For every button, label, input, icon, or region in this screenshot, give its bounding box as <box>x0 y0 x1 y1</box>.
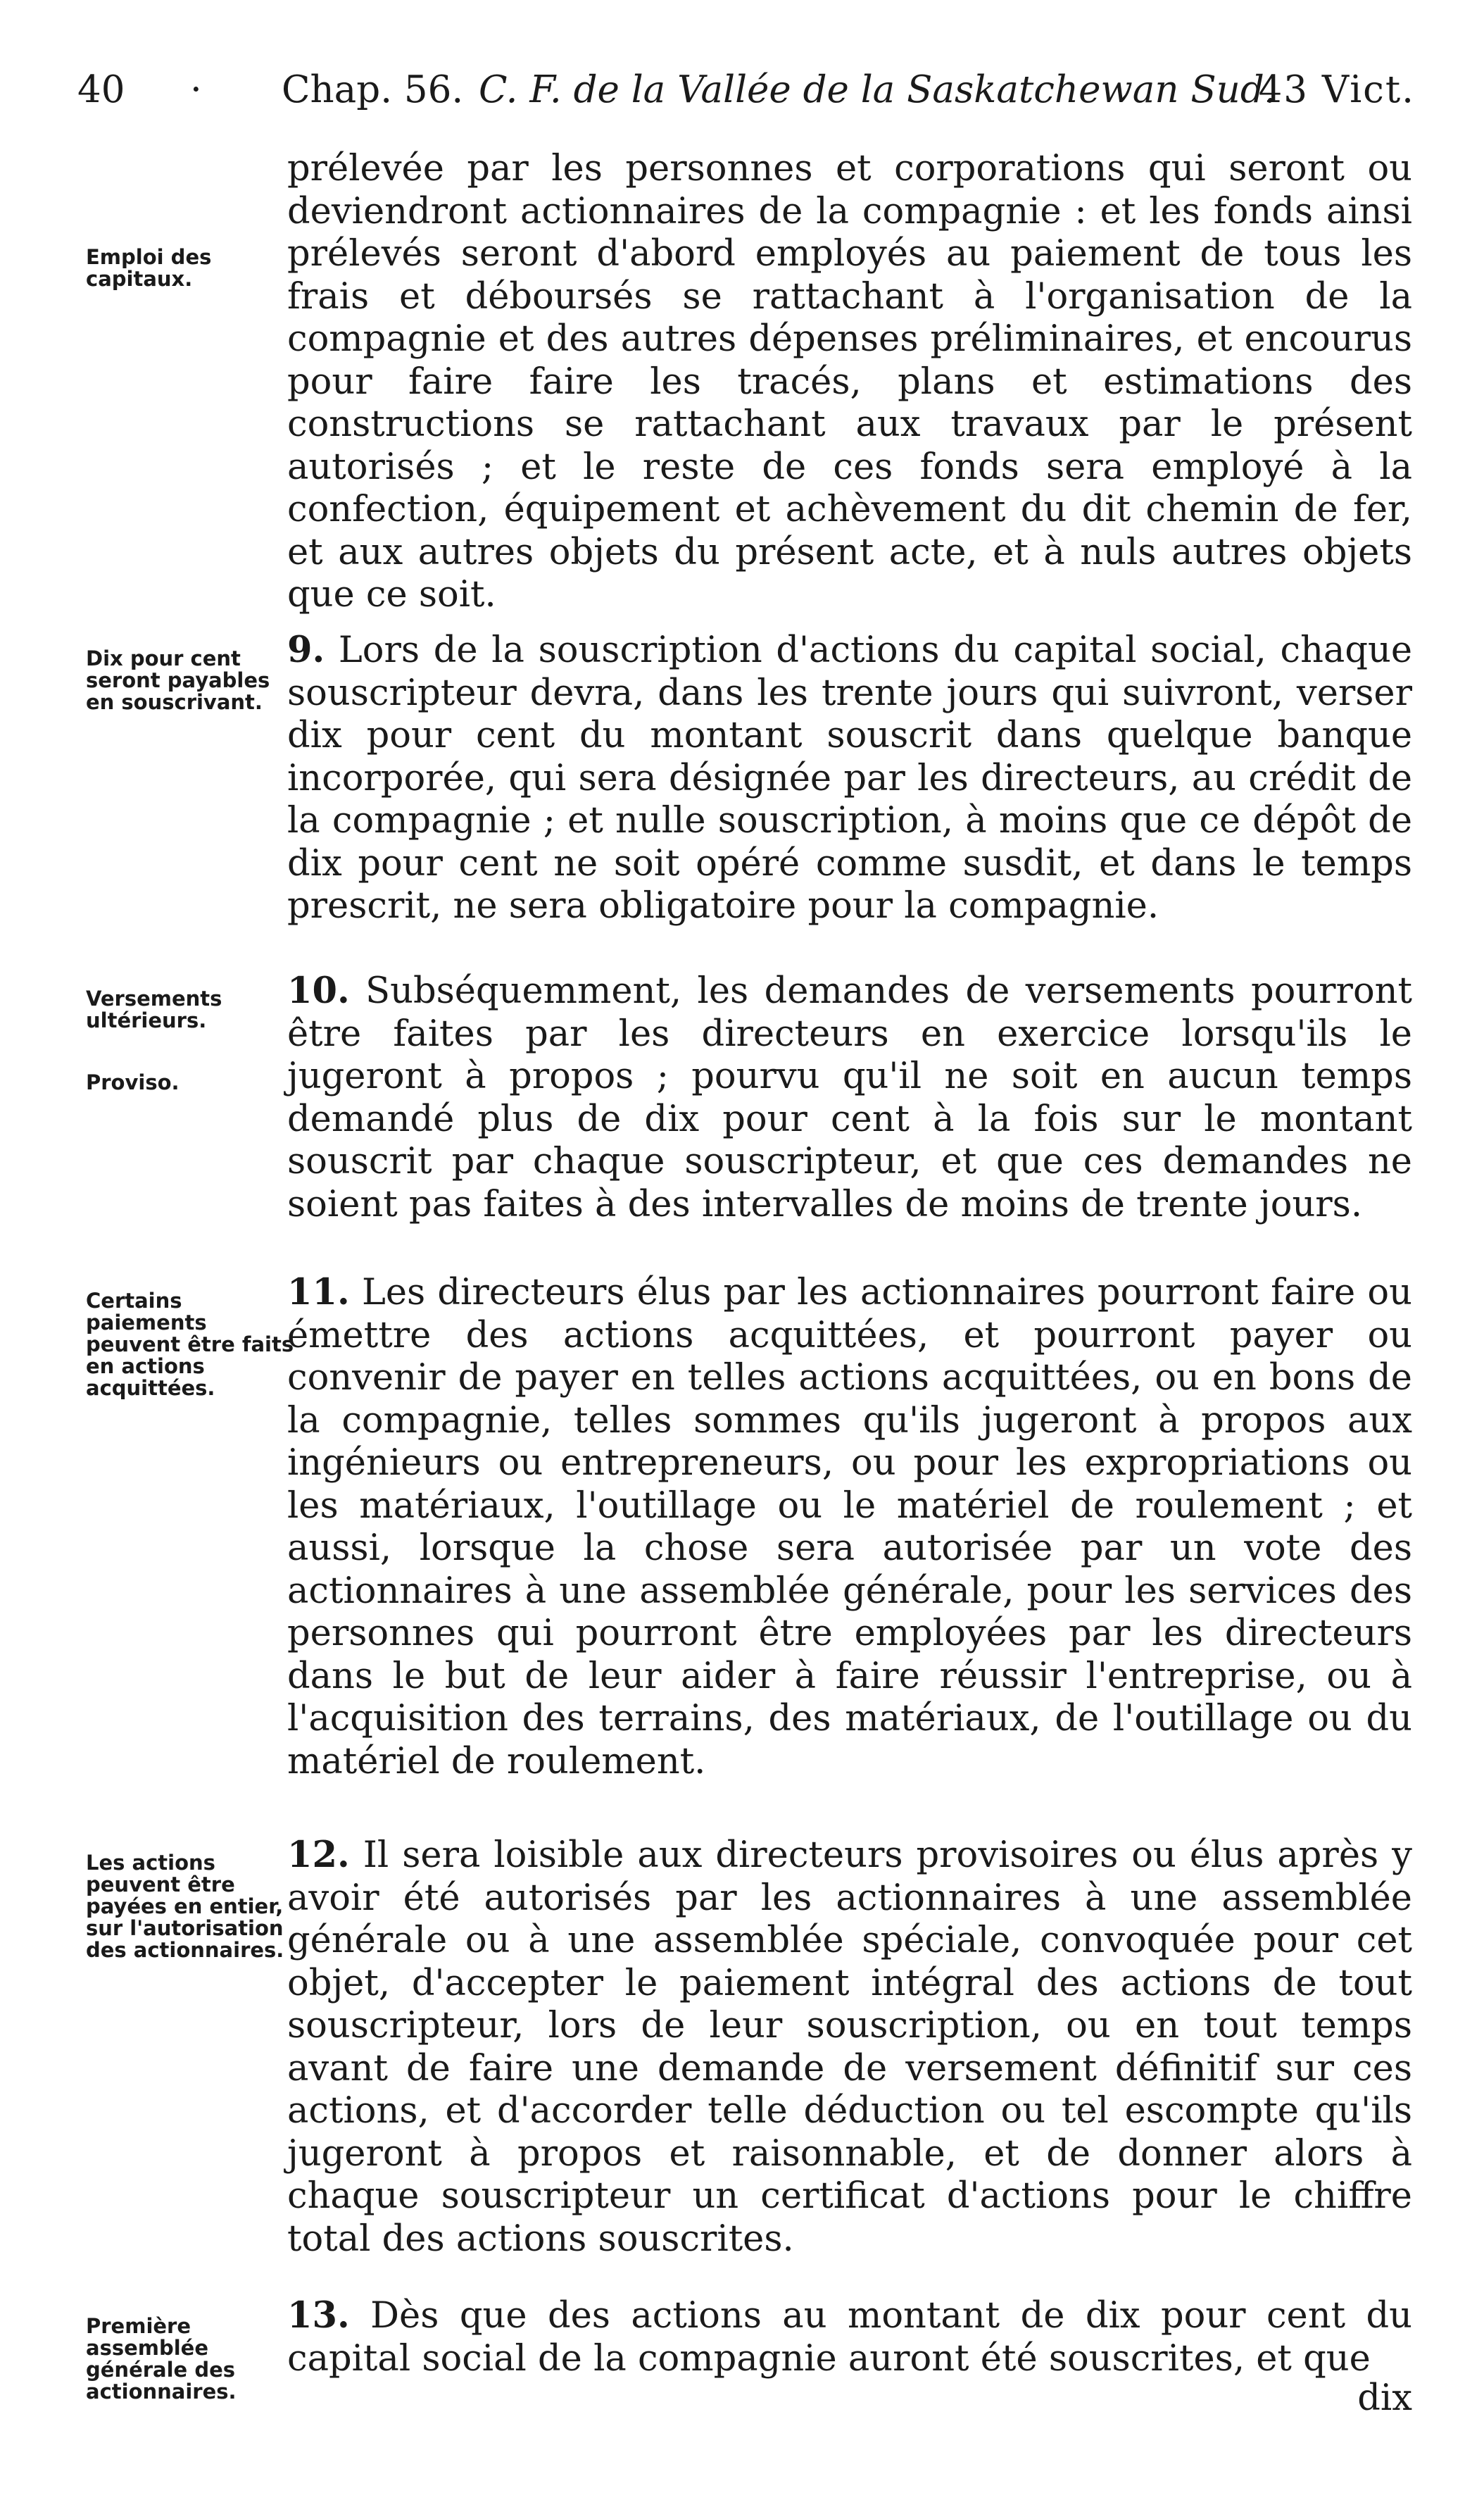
running-header <box>77 62 1415 118</box>
header-year: 43 Vict. <box>1258 68 1415 111</box>
catchword: dix <box>1357 2377 1412 2419</box>
margin-note-versements: Versements ultérieurs. <box>86 987 222 1032</box>
chapter-label: Chap. 56. <box>282 68 464 111</box>
section-13-text <box>287 2294 1412 2380</box>
section-number: 11. <box>287 1271 350 1313</box>
section-9-text <box>287 629 1412 928</box>
header-separator: · <box>190 68 202 111</box>
section-12-text <box>287 1834 1412 2261</box>
section-number: 10. <box>287 970 350 1012</box>
section-body: prélevée par les personnes et corporations qui seront ou deviendront actionnaires de la compagnie : et les fonds ainsi prélevés seront d'abord employés au paiement de tous les frais et déboursés se rattachant à l'organisation de la compagnie et des autres dépenses préliminaires, et encourus pour faire faire les tracés, plans et estimations des constructions se rattachant aux travaux par le présent autorisés ; et le reste de ces fonds sera employé à la confection, équipement et achèvement du dit chemin de fer, et aux autres objets du présent acte, et à nuls autres objets que ce soit. <box>287 148 1412 615</box>
section-body: Il sera loisible aux directeurs provisoires ou élus après y avoir été autorisés par les actionnaires à une assemblée générale ou à une assemblée spéciale, convoquée pour cet objet, d'accepter le paiement intégral des actions de tout souscripteur, lors de leur souscription, ou en tout temps avant de faire une demande de versement définitif sur ces actions, et d'accorder telle déduction ou tel escompte qu'ils jugeront à propos et raisonnable, et de donner alors à chaque souscripteur un certificat d'actions pour le chiffre total des actions souscrites. <box>287 1834 1412 2260</box>
section-body: Dès que des actions au montant de dix pour cent du capital social de la compagnie auront été souscrites, et que <box>287 2295 1412 2380</box>
margin-note-premiere-assemblee: Première assemblée générale des actionnaires. <box>86 2314 237 2404</box>
margin-note-certains-paiements: Certains paiements peuvent être faits en actions acquittées. <box>86 1289 294 1400</box>
margin-note-actions-payees: Les actions peuvent être payées en entier, sur l'autorisation des actionnaires. <box>86 1851 284 1962</box>
margin-note-emploi: Emploi des capitaux. <box>86 245 212 291</box>
section-body: Lors de la souscription d'actions du capital social, chaque souscripteur devra, dans les trente jours qui suivront, verser dix pour cent du montant souscrit dans quelque banque incorporée, qui sera désignée par les directeurs, au crédit de la compagnie ; et nulle souscription, à moins que ce dépôt de dix pour cent ne soit opéré comme susdit, et dans le temps prescrit, ne sera obligatoire pour la compagnie. <box>287 630 1412 927</box>
section-number: 9. <box>287 629 325 671</box>
section-8-text <box>287 148 1412 617</box>
section-number: 13. <box>287 2294 350 2337</box>
section-body: Les directeurs élus par les actionnaires pourront faire ou émettre des actions acquittées, et pourront payer ou convenir de payer en telles actions acquittées, ou en bons de la compagnie, telles sommes qu'ils jugeront à propos aux ingénieurs ou entrepreneurs, ou pour les expropriations ou les matériaux, l'outillage ou le matériel de roulement ; et aussi, lorsque la chose sera autorisée par un vote des actionnaires à une assemblée générale, pour les services des personnes qui pourront être employées par les directeurs dans le but de leur aider à faire réussir l'entreprise, ou à l'acquisition des terrains, des matériaux, de l'outillage ou du matériel de roulement. <box>287 1272 1412 1782</box>
header-title: C. F. de la Vallée de la Saskatchewan Sud. <box>479 68 1276 111</box>
section-number: 12. <box>287 1834 350 1876</box>
margin-note-dix-pour-cent: Dix pour cent seront payables en souscrivant. <box>86 646 270 714</box>
page-number: 40 <box>77 68 125 111</box>
section-11-text <box>287 1271 1412 1783</box>
section-body: Subséquemment, les demandes de versements pourront être faites par les directeurs en exercice lorsqu'ils le jugeront à propos ; pourvu qu'il ne soit en aucun temps demandé plus de dix pour cent à la fois sur le montant souscrit par chaque souscripteur, et que ces demandes ne soient pas faites à des intervalles de moins de trente jours. <box>287 970 1412 1225</box>
section-10-text <box>287 970 1412 1226</box>
margin-note-proviso: Proviso. <box>86 1070 180 1094</box>
